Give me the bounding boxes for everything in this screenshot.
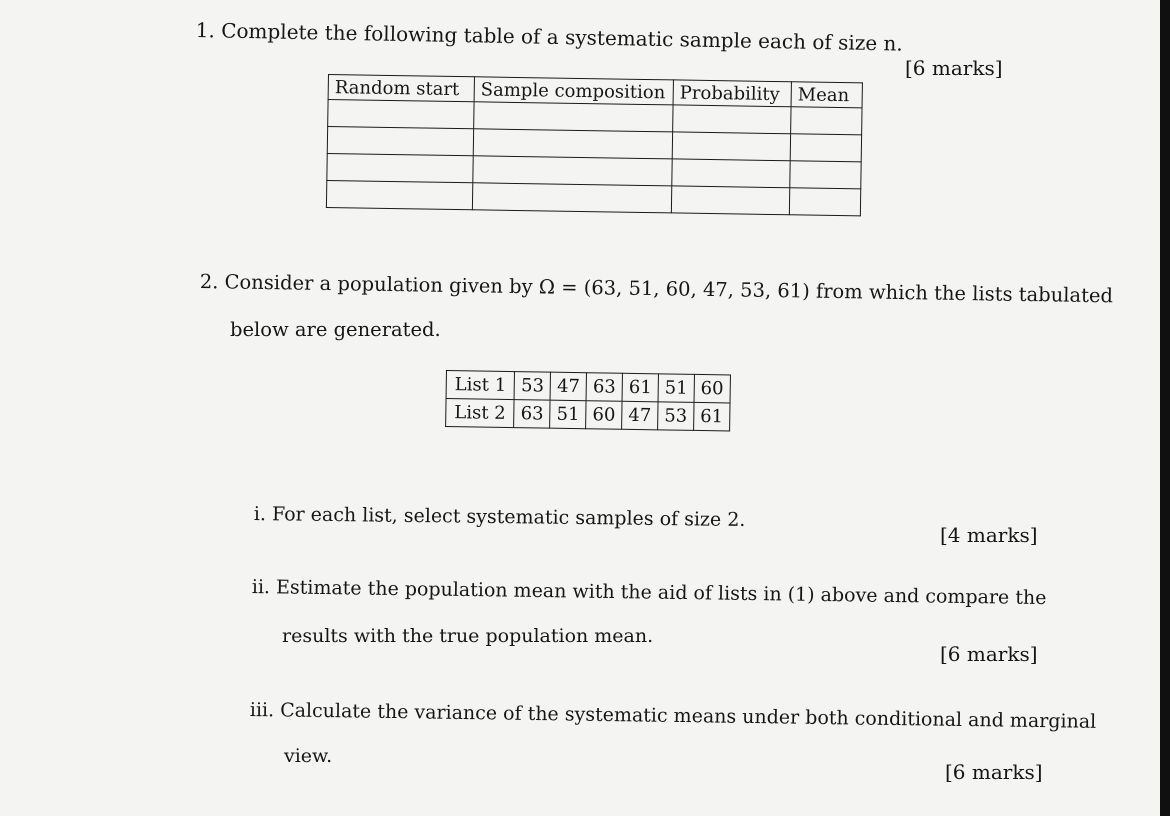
table-cell xyxy=(472,183,671,213)
header-probability: Probability xyxy=(673,80,791,107)
table-cell xyxy=(473,156,672,186)
question-2-text-line2: below are generated. xyxy=(230,318,441,341)
list-value: 60 xyxy=(586,401,622,430)
table-cell xyxy=(672,132,790,161)
question-1-marks: [6 marks] xyxy=(905,56,1003,80)
list-value: 63 xyxy=(514,400,550,429)
table-cell xyxy=(790,161,861,189)
list-label: List 2 xyxy=(446,399,515,428)
table-cell xyxy=(473,129,672,159)
list-value: 61 xyxy=(693,402,729,431)
table-cell xyxy=(326,180,472,209)
list-label: List 1 xyxy=(446,371,515,400)
table-cell xyxy=(671,186,789,215)
subquestion-ii-text-line2: results with the true population mean. xyxy=(282,625,654,647)
subquestion-iii-text-line1: iii. Calculate the variance of the systematic means under both conditional and marginal xyxy=(249,699,1097,733)
table-cell xyxy=(327,153,473,182)
header-mean: Mean xyxy=(791,82,862,108)
table-cell xyxy=(673,105,791,134)
subquestion-ii-marks: [6 marks] xyxy=(940,642,1038,666)
table-cell xyxy=(790,134,861,162)
question-2-text-line1: 2. Consider a population given by Ω = (63, 51, 60, 47, 53, 61) from which the lists tabulated xyxy=(199,270,1114,308)
table-cell xyxy=(474,102,673,132)
subquestion-iii-text-line2: view. xyxy=(284,745,333,767)
subquestion-i-marks: [4 marks] xyxy=(940,523,1038,547)
list-value: 47 xyxy=(550,372,586,401)
table-cell xyxy=(327,127,473,156)
subquestion-ii-text-line1: ii. Estimate the population mean with the aid of lists in (1) above and compare the xyxy=(251,576,1047,610)
list-row xyxy=(446,399,730,431)
list-value: 61 xyxy=(622,373,658,402)
list-value: 63 xyxy=(586,373,622,402)
population-lists-table xyxy=(445,370,731,431)
list-value: 51 xyxy=(658,374,694,403)
header-random-start: Random start xyxy=(328,75,474,102)
list-value: 53 xyxy=(658,402,694,431)
list-value: 47 xyxy=(622,401,658,430)
header-sample-composition: Sample composition xyxy=(474,77,673,105)
subquestion-iii-marks: [6 marks] xyxy=(945,760,1043,784)
table-cell xyxy=(789,188,860,216)
list-row xyxy=(446,371,730,403)
list-value: 51 xyxy=(550,400,586,429)
table-cell xyxy=(328,100,474,129)
table-cell xyxy=(791,107,862,135)
list-value: 60 xyxy=(694,374,730,403)
list-value: 53 xyxy=(514,372,550,401)
question-1-text: 1. Complete the following table of a systematic sample each of size n. xyxy=(195,18,904,56)
subquestion-i-text: i. For each list, select systematic samples of size 2. xyxy=(253,503,746,532)
table-cell xyxy=(672,159,790,188)
systematic-sample-table xyxy=(326,74,863,216)
